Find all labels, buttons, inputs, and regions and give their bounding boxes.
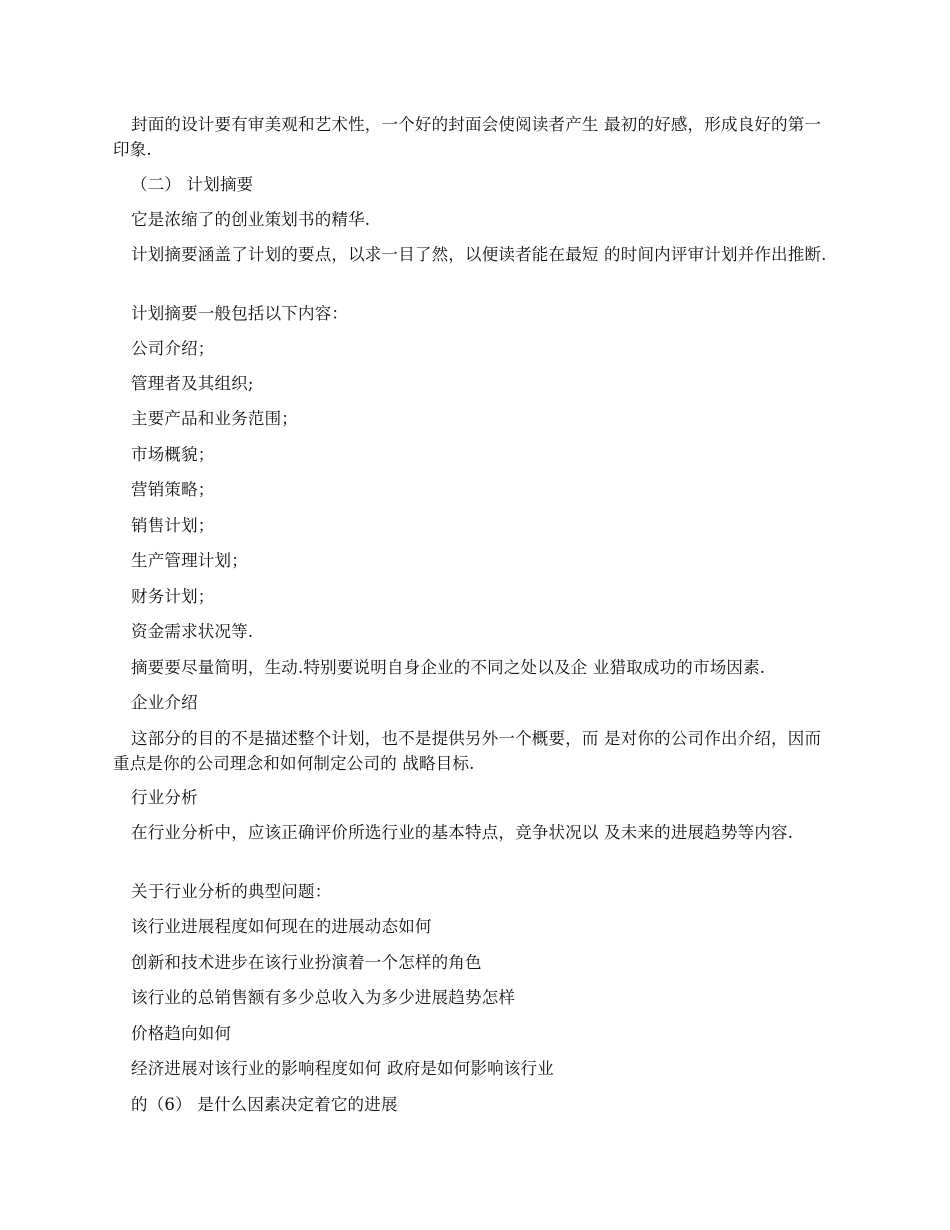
paragraph-typical-questions: 关于行业分析的典型问题： <box>131 882 332 901</box>
question-development-factors: 的（6） 是什么因素决定着它的进展 <box>131 1095 398 1114</box>
list-item-market-overview: 市场概貌； <box>131 445 215 464</box>
list-item-production-plan: 生产管理计划； <box>131 551 248 570</box>
paragraph-summary-concise: 摘要要尽量简明，生动.特别要说明自身企业的不同之处以及企 业猎取成功的市场因素. <box>131 658 766 677</box>
list-item-marketing-strategy: 营销策略； <box>131 480 215 499</box>
list-item-products: 主要产品和业务范围； <box>131 409 298 428</box>
list-item-funding-needs: 资金需求状况等. <box>131 622 254 641</box>
list-item-sales-plan: 销售计划； <box>131 516 215 535</box>
list-item-company-intro: 公司介绍； <box>131 339 215 358</box>
question-economic-impact: 经济进展对该行业的影响程度如何 政府是如何影响该行业 <box>131 1059 554 1078</box>
paragraph-industry-analysis: 在行业分析中，应该正确评价所选行业的基本特点，竞争状况以 及未来的进展趋势等内容. <box>131 823 794 842</box>
paragraph-company-intro: 这部分的目的不是描述整个计划，也不是提供另外一个概要，而 是对你的公司作出介绍，因而重点是你的公司理念和如何制定公司的 战略目标. <box>113 729 822 773</box>
paragraph-summary-essence: 它是浓缩了的创业策划书的精华. <box>131 210 371 229</box>
section-heading-industry-analysis: 行业分析 <box>131 788 198 807</box>
paragraph-summary-covers: 计划摘要涵盖了计划的要点，以求一目了然，以便读者能在最短 的时间内评审计划并作出推断. <box>131 245 827 264</box>
section-heading-company-intro: 企业介绍 <box>131 693 198 712</box>
list-item-management: 管理者及其组织; <box>131 374 254 393</box>
section-heading-plan-summary: （二） 计划摘要 <box>131 175 254 194</box>
question-development-level: 该行业进展程度如何现在的进展动态如何 <box>131 917 432 936</box>
question-innovation-role: 创新和技术进步在该行业扮演着一个怎样的角色 <box>131 953 482 972</box>
paragraph-cover-design: 封面的设计要有审美观和艺术性，一个好的封面会使阅读者产生 最初的好感，形成良好的第一印象. <box>113 115 822 159</box>
paragraph-summary-includes: 计划摘要一般包括以下内容： <box>131 304 349 323</box>
list-item-financial-plan: 财务计划； <box>131 587 215 606</box>
question-total-sales: 该行业的总销售额有多少总收入为多少进展趋势怎样 <box>131 988 516 1007</box>
question-price-trend: 价格趋向如何 <box>131 1024 232 1043</box>
